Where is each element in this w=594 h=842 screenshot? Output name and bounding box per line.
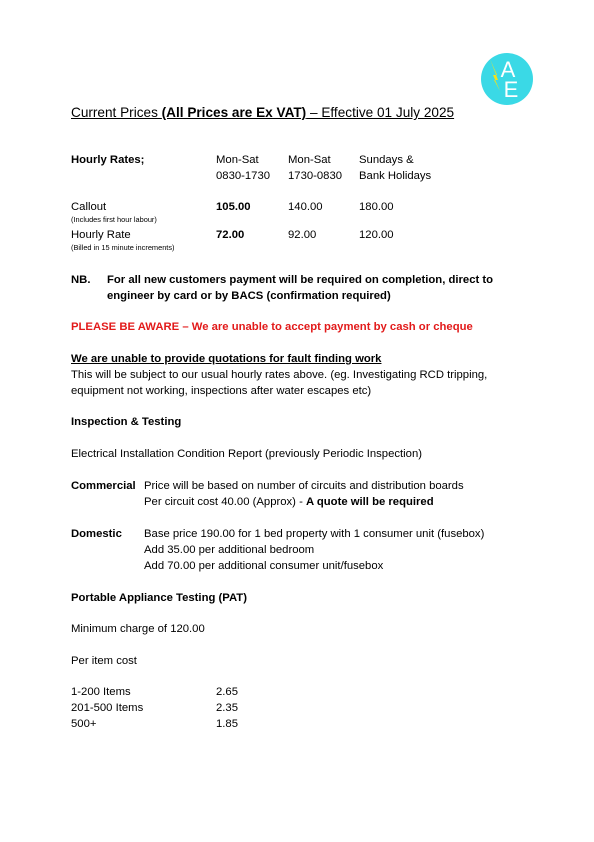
callout-weekday-night-price: 140.00 bbox=[288, 201, 323, 213]
pat-minimum-charge: Minimum charge of 120.00 bbox=[71, 623, 205, 635]
column-header-line: Bank Holidays bbox=[359, 170, 432, 182]
commercial-line-1: Price will be based on number of circuits and distribution boards bbox=[144, 480, 464, 492]
column-header-line: 1730-0830 bbox=[288, 170, 343, 182]
logo-letter-e: E bbox=[503, 77, 519, 102]
column-header-weekday-day bbox=[216, 152, 270, 184]
domestic-line-1: Base price 190.00 for 1 bed property with 1 consumer unit (fusebox) bbox=[144, 528, 485, 540]
commercial-line-2 bbox=[144, 494, 434, 510]
hourly-sunday-price: 120.00 bbox=[359, 229, 394, 241]
hourly-rates-heading: Hourly Rates; bbox=[71, 154, 145, 166]
page-title bbox=[71, 104, 454, 122]
callout-note: (Includes first hour labour) bbox=[71, 215, 157, 224]
nb-label: NB. bbox=[71, 274, 91, 286]
commercial-circuit-cost: Per circuit cost 40.00 (Approx) - bbox=[144, 496, 306, 508]
hourly-weekday-day-price: 72.00 bbox=[216, 229, 245, 241]
column-header-line: 0830-1730 bbox=[216, 170, 271, 182]
pat-per-item-heading: Per item cost bbox=[71, 655, 137, 667]
column-header-line: Sundays & bbox=[359, 154, 414, 166]
quotations-heading: We are unable to provide quotations for fault finding work bbox=[71, 353, 382, 365]
title-prefix: Current Prices bbox=[71, 105, 162, 120]
column-header-line: Mon-Sat bbox=[288, 154, 331, 166]
hourly-weekday-night-price: 92.00 bbox=[288, 229, 317, 241]
pat-item-price: 2.65 bbox=[216, 686, 238, 698]
callout-label: Callout bbox=[71, 201, 107, 213]
column-header-line: Mon-Sat bbox=[216, 154, 259, 166]
pat-item-price: 2.35 bbox=[216, 702, 238, 714]
pat-item-price: 1.85 bbox=[216, 718, 238, 730]
quotations-line-2: equipment not working, inspections after water escapes etc) bbox=[71, 385, 372, 397]
payment-warning: PLEASE BE AWARE – We are unable to accept payment by cash or cheque bbox=[71, 321, 473, 333]
callout-weekday-day-price: 105.00 bbox=[216, 201, 251, 213]
column-header-weekday-night bbox=[288, 152, 342, 184]
title-vat-note: (All Prices are Ex VAT) bbox=[161, 105, 307, 120]
hourly-rate-label: Hourly Rate bbox=[71, 229, 131, 241]
commercial-quote-note: A quote will be required bbox=[305, 496, 434, 508]
eicr-description: Electrical Installation Condition Report (previously Periodic Inspection) bbox=[71, 448, 422, 460]
nb-line-2: engineer by card or by BACS (confirmation required) bbox=[107, 290, 391, 302]
domestic-label: Domestic bbox=[71, 528, 122, 540]
domestic-line-3: Add 70.00 per additional consumer unit/fusebox bbox=[144, 560, 384, 572]
domestic-line-2: Add 35.00 per additional bedroom bbox=[144, 544, 315, 556]
nb-line-1: For all new customers payment will be required on completion, direct to bbox=[107, 274, 494, 286]
company-logo bbox=[481, 53, 533, 105]
commercial-label: Commercial bbox=[71, 480, 136, 492]
logo-letter-a: A bbox=[500, 57, 516, 82]
quotations-line-1: This will be subject to our usual hourly rates above. (eg. Investigating RCD tripping, bbox=[71, 369, 488, 381]
pat-heading: Portable Appliance Testing (PAT) bbox=[71, 592, 247, 604]
callout-sunday-price: 180.00 bbox=[359, 201, 394, 213]
pat-item-range: 1-200 Items bbox=[71, 686, 131, 698]
inspection-heading: Inspection & Testing bbox=[71, 416, 182, 428]
hourly-rate-note: (Billed in 15 minute increments) bbox=[71, 243, 175, 252]
title-effective-date: – Effective 01 July 2025 bbox=[306, 105, 455, 120]
column-header-sunday-holiday bbox=[359, 152, 431, 184]
pat-item-range: 500+ bbox=[71, 718, 97, 730]
pat-item-range: 201-500 Items bbox=[71, 702, 144, 714]
